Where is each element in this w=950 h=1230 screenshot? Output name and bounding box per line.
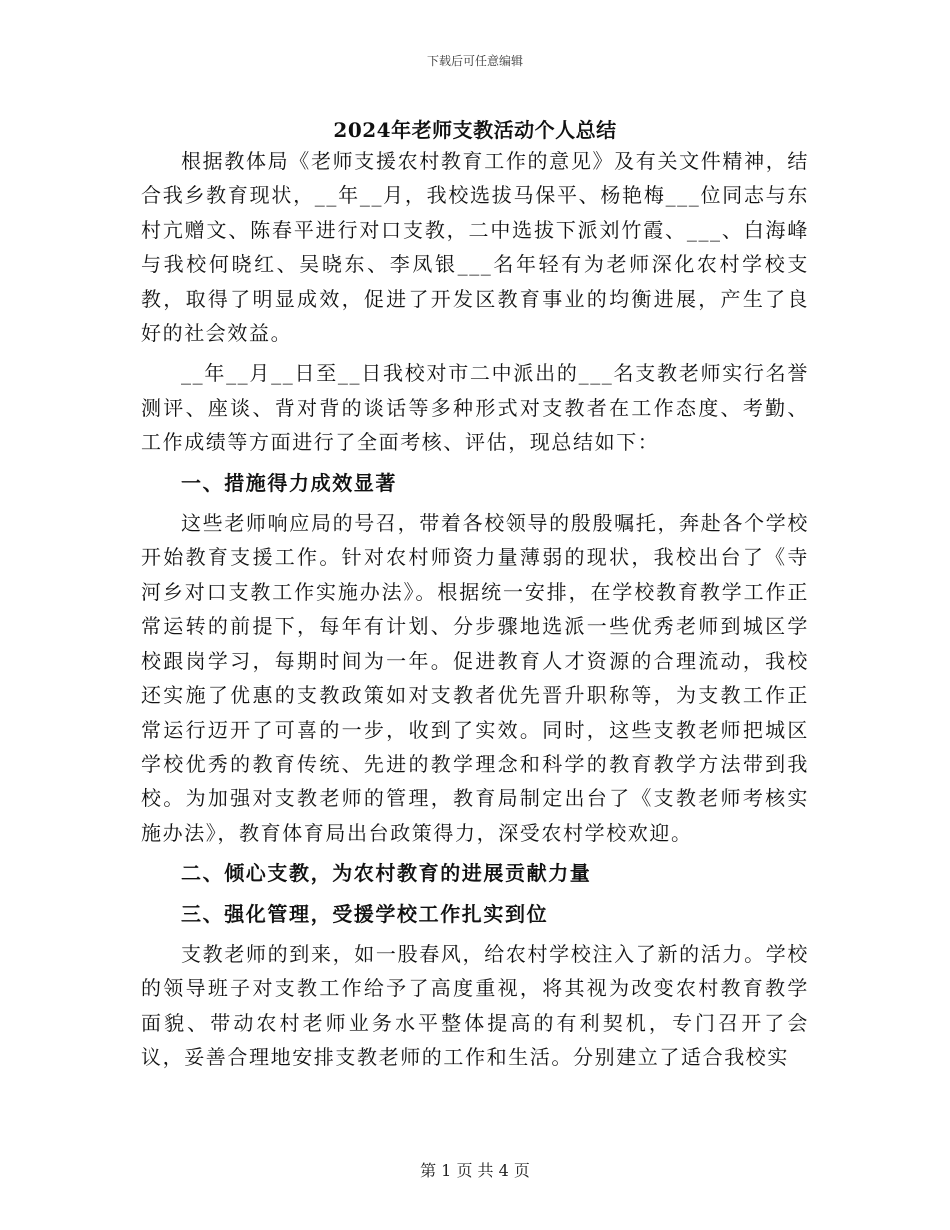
section-heading: 一、措施得力成效显著 bbox=[181, 470, 397, 495]
paragraph: 这些老师响应局的号召，带着各校领导的殷殷嘱托，奔赴各个学校开始教育支援工作。针对农村师资力量薄弱的现状，我校出台了《寺河乡对口支教工作实施办法》。根据统一安排，在学校教育教学工作正常运转的前提下，每年有计划、分步骤地选派一些优秀老师到城区学校跟岗学习，每期时间为一年。促进教育人才资源的合理流动，我校还实施了优惠的支教政策如对支教者优先晋升职称等，为支教工作正常运行迈开了可喜的一步，收到了实效。同时，这些支教老师把城区学校优秀的教育传统、先进的教学理念和科学的教育教学方法带到我校。为加强对支教老师的管理，教育局制定出台了《支教老师考核实施办法》，教育体育局出台政策得力，深受农村学校欢迎。 bbox=[141, 511, 809, 845]
document-body bbox=[141, 144, 809, 1081]
header-note: 下载后可任意编辑 bbox=[426, 54, 523, 68]
section-heading: 二、倾心支教，为农村教育的进展贡献力量 bbox=[181, 861, 592, 886]
page-title: 2024年老师支教活动个人总结 bbox=[333, 118, 617, 142]
paragraph: 根据教体局《老师支援农村教育工作的意见》及有关文件精神，结合我乡教育现状，__年__月，我校选拔马保平、杨艳梅___位同志与东村亢赠文、陈春平进行对口支教，二中选拔下派刘竹霞、___、白海峰与我校何晓红、吴晓东、李凤银___名年轻有为老师深化农村学校支教，取得了明显成效，促进了开发区教育事业的均衡进展，产生了良好的社会效益。 bbox=[141, 149, 809, 346]
paragraph: 支教老师的到来，如一股春风，给农村学校注入了新的活力。学校的领导班子对支教工作给予了高度重视，将其视为改变农村教育教学面貌、带动农村老师业务水平整体提高的有利契机，专门召开了会议，妥善合理地安排支教老师的工作和生活。分别建立了适合我校实 bbox=[141, 941, 809, 1070]
section-heading: 三、强化管理，受援学校工作扎实到位 bbox=[181, 901, 549, 926]
paragraph: __年__月__日至__日我校对市二中派出的___名支教老师实行名誉测评、座谈、背对背的谈话等多种形式对支教者在工作态度、考勤、工作成绩等方面进行了全面考核、评估，现总结如下： bbox=[141, 361, 809, 455]
page-number: 第 1 页 共 4 页 bbox=[420, 1161, 530, 1180]
